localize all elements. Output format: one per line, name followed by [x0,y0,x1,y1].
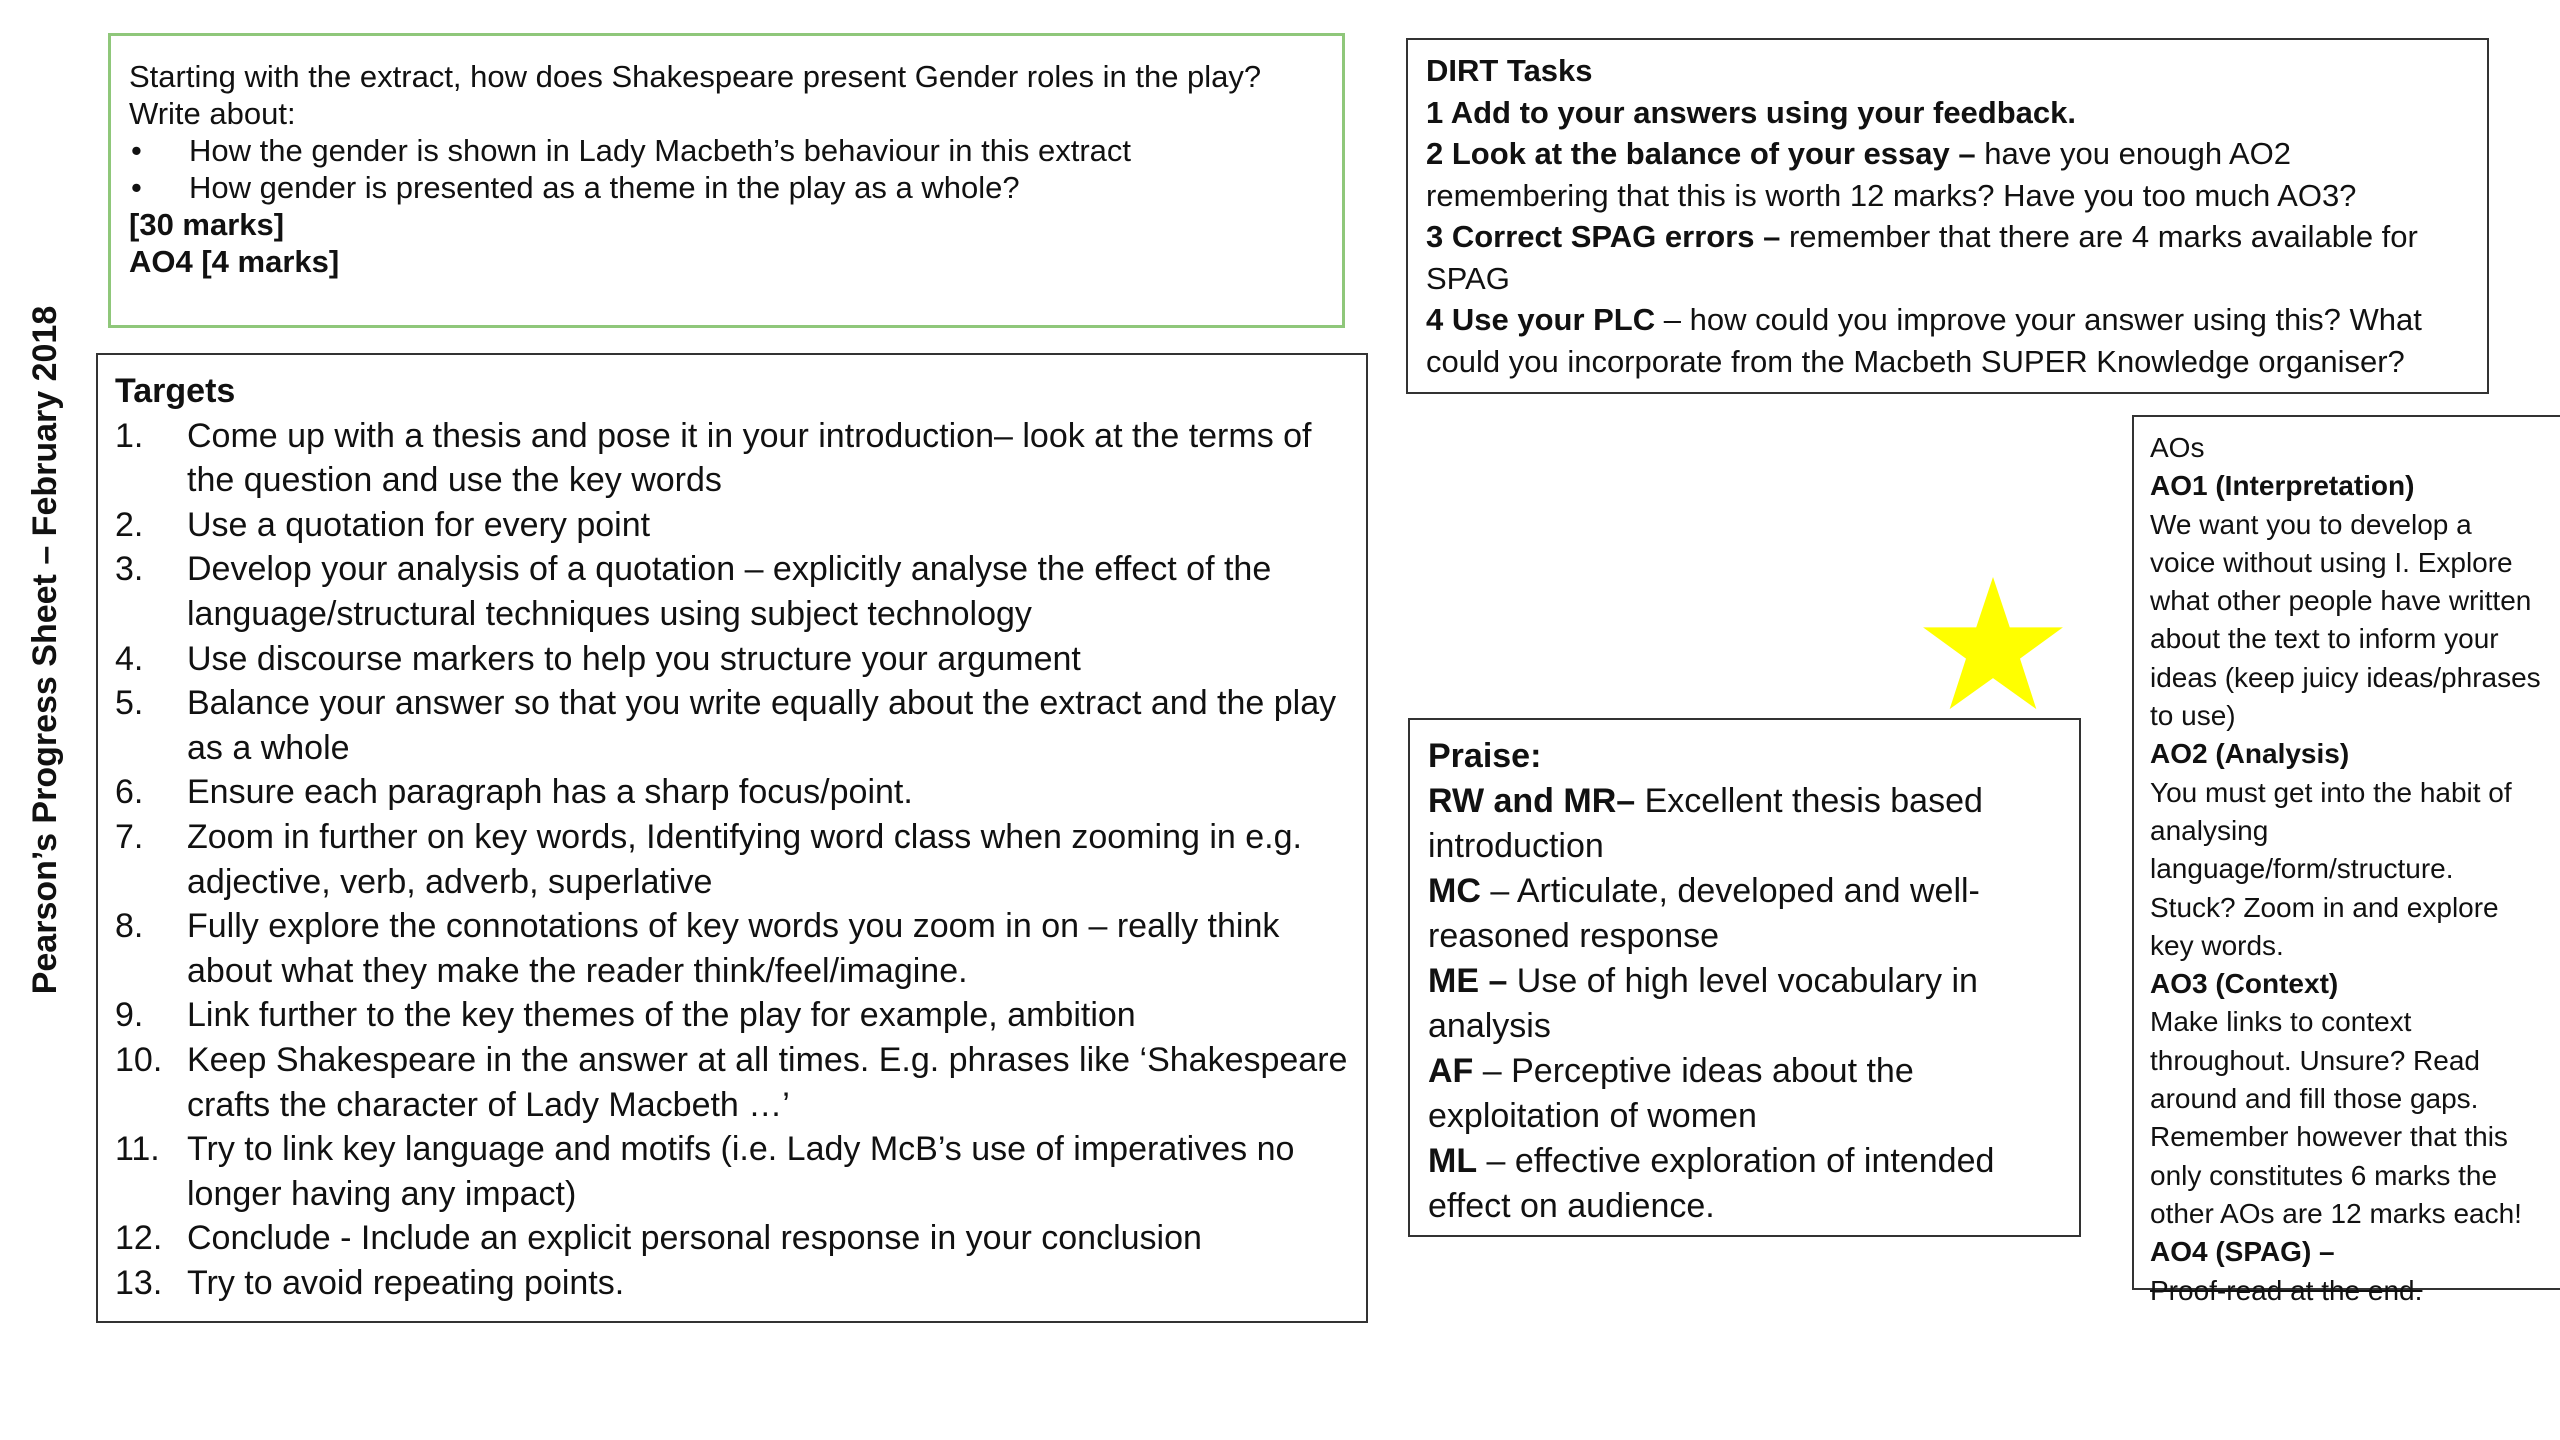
praise-initials: AF [1428,1052,1474,1090]
dirt-task-2 [1426,133,2469,216]
target-item [115,1216,1349,1261]
target-item [115,904,1349,993]
target-number: 2. [115,505,144,544]
target-number: 6. [115,773,144,812]
praise-item [1428,1049,2061,1139]
praise-text: Use of high level vocabulary in analysis [1428,962,1978,1045]
dirt-task-2-heading: 2 Look at the balance of your essay – [1426,136,1976,171]
target-item [115,414,1349,503]
target-number: 12. [115,1219,163,1258]
target-item [115,815,1349,904]
target-item [115,770,1349,815]
question-marks: [30 marks] [129,207,285,242]
praise-title: Praise: [1428,737,1542,775]
aos-title: AOs [2150,432,2205,463]
target-text: Try to link key language and motifs (i.e. Lady McB’s use of imperatives no longer having any impact) [187,1130,1295,1213]
praise-initials: RW and MR– [1428,782,1636,820]
target-item [115,681,1349,770]
dirt-task-2-text: have you enough AO2 remembering that this is worth 12 marks? Have you too much AO3? [1426,136,2357,213]
target-item [115,1261,1349,1306]
target-number: 13. [115,1263,163,1302]
target-text: Develop your analysis of a quotation – explicitly analyse the effect of the language/structural techniques using subject technology [187,550,1272,633]
ao3-text: Make links to context throughout. Unsure? Read around and fill those gaps. Remember however that this only constitutes 6 marks the other AOs are 12 marks each! [2150,1006,2522,1229]
praise-text: Excellent thesis based introduction [1428,782,1983,865]
ao2-title: AO2 (Analysis) [2150,738,2350,770]
target-item [115,1038,1349,1127]
target-text: Balance your answer so that you write equally about the extract and the play as a whole [187,684,1337,767]
praise-initials: ML [1428,1142,1478,1180]
praise-item [1428,779,2061,869]
question-box [108,33,1345,328]
target-text: Come up with a thesis and pose it in your introduction– look at the terms of the question and use the key words [187,416,1312,500]
praise-box [1408,718,2081,1237]
ao1-text: We want you to develop a voice without using I. Explore what other people have written about the text to inform your ideas (keep juicy ideas/phrases to use) [2150,508,2541,732]
dirt-tasks-box [1406,38,2489,394]
praise-text: – effective exploration of intended effect on audience. [1428,1142,1995,1225]
star-icon [1918,574,2068,724]
targets-title: Targets [115,372,236,410]
question-prompt: Starting with the extract, how does Shakespeare present Gender roles in the play? [129,59,1262,94]
question-ao4-marks: AO4 [4 marks] [129,244,340,279]
dirt-title: DIRT Tasks [1426,53,1593,88]
praise-initials: MC [1428,872,1481,910]
dirt-task-3-heading: 3 Correct SPAG errors – [1426,219,1781,254]
target-text: Link further to the key themes of the play for example, ambition [187,996,1136,1035]
target-number: 11. [115,1130,160,1169]
praise-item [1428,1139,2061,1229]
targets-box [96,353,1368,1323]
ao1-title: AO1 (Interpretation) [2150,470,2415,502]
dirt-task-1: 1 Add to your answers using your feedback. [1426,94,2077,130]
target-number: 5. [115,684,144,723]
target-number: 3. [115,550,144,589]
sheet-title: Pearson’s Progress Sheet – February 2018 [25,305,64,995]
question-bullets [129,132,1324,206]
target-text: Keep Shakespeare in the answer at all times. E.g. phrases like ‘Shakespeare crafts the character of Lady Macbeth …’ [187,1040,1348,1124]
target-text: Use discourse markers to help you structure your argument [187,639,1081,678]
target-text: Fully explore the connotations of key words you zoom in on – really think about what they make the reader think/feel/imagine. [187,907,1280,990]
target-text: Ensure each paragraph has a sharp focus/point. [187,773,913,812]
praise-item [1428,959,2061,1049]
targets-list [115,414,1349,1306]
praise-item [1428,869,2061,959]
target-number: 10. [115,1040,163,1079]
praise-text: – Perceptive ideas about the exploitation of women [1428,1052,1914,1135]
praise-initials: ME – [1428,962,1508,1000]
target-text: Use a quotation for every point [187,505,651,544]
target-number: 9. [115,996,144,1035]
target-number: 1. [115,416,144,455]
praise-text: – Articulate, developed and well-reasoned response [1428,872,1980,955]
dirt-task-3-text: remember that there are 4 marks available for SPAG [1426,219,2418,296]
target-item [115,637,1349,682]
dirt-task-4 [1426,299,2469,382]
target-number: 8. [115,907,144,946]
target-text: Try to avoid repeating points. [187,1263,625,1302]
ao2-text: You must get into the habit of analysing language/form/structure. Stuck? Zoom in and explore key words. [2150,776,2512,961]
dirt-task-4-heading: 4 Use your PLC [1426,302,1656,337]
target-item [115,993,1349,1038]
target-item [115,503,1349,548]
aos-box [2132,415,2560,1306]
ao4-title: AO4 (SPAG) – [2150,1236,2335,1268]
target-text: Zoom in further on key words, Identifying word class when zooming in e.g. adjective, verb, adverb, superlative [187,817,1302,901]
question-bullet: • How the gender is shown in Lady Macbeth’s behaviour in this extract [129,132,1324,169]
dirt-task-3 [1426,216,2469,299]
target-item [115,547,1349,636]
ao4-text: Proof-read at the end. [2150,1274,2423,1306]
ao3-title: AO3 (Context) [2150,968,2339,1000]
question-bullet: • How gender is presented as a theme in the play as a whole? [129,169,1324,206]
target-number: 4. [115,639,144,678]
question-write-about: Write about: [129,96,296,131]
target-item [115,1127,1349,1216]
dirt-task-4-text: – how could you improve your answer using this? What could you incorporate from the Macbeth SUPER Knowledge organiser? [1426,302,2422,379]
target-number: 7. [115,817,144,856]
target-text: Conclude - Include an explicit personal response in your conclusion [187,1219,1202,1258]
